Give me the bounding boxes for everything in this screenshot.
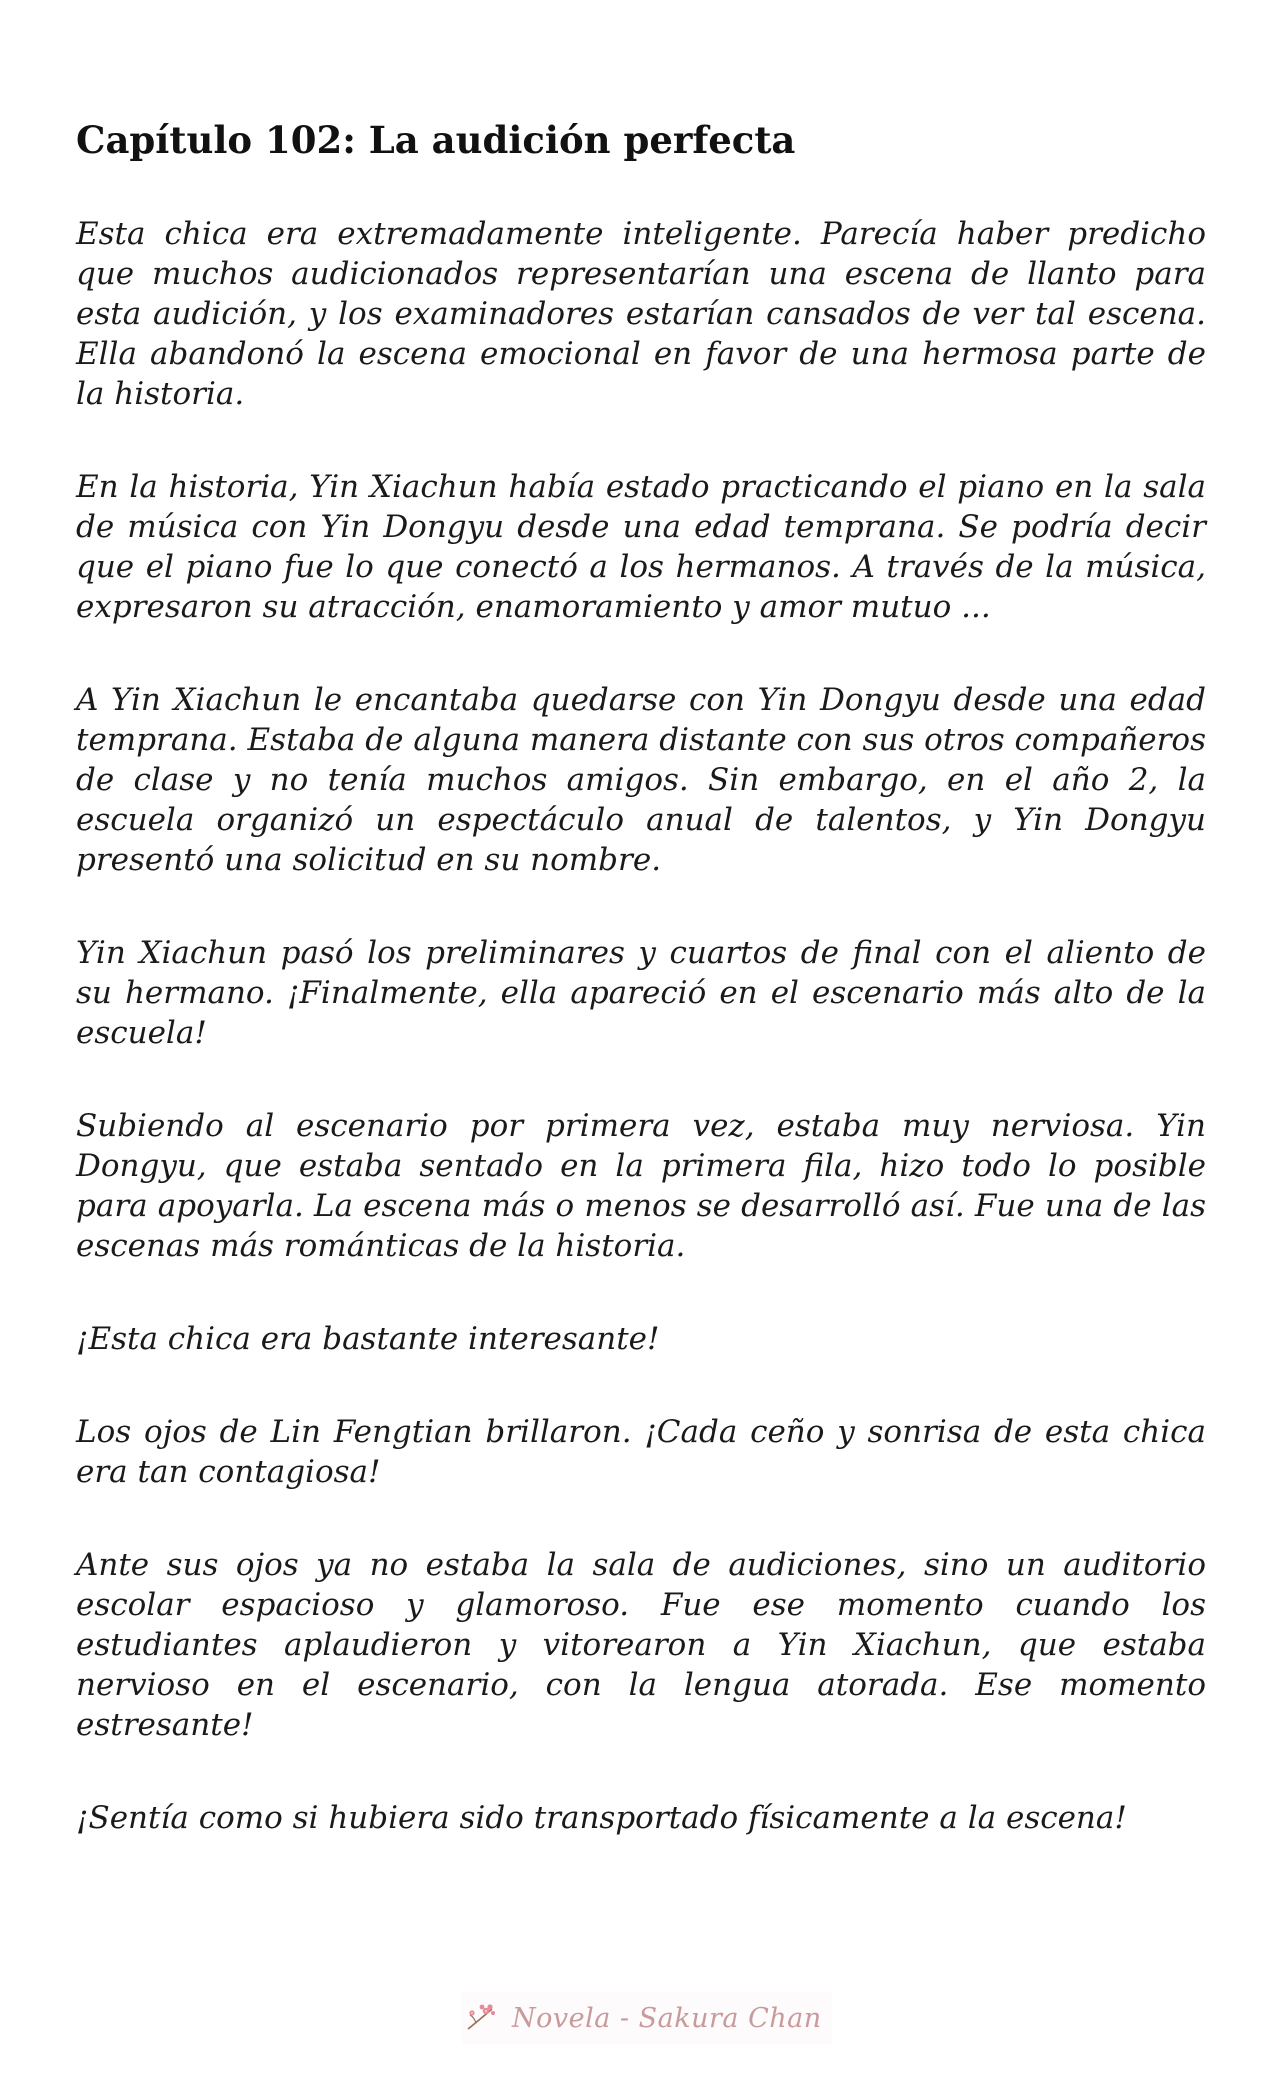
chapter-page <box>76 116 1206 1891</box>
paragraph: Ante sus ojos ya no estaba la sala de audiciones, sino un auditorio escolar espacioso y glamoroso. Fue ese momento cuando los estudiantes aplaudieron y vitorearon a Yin Xiachun, que estaba nervioso en el escenario, con la lengua atorada. Ese momento estresante! <box>76 1547 1206 1743</box>
chapter-title: Capítulo 102: La audición perfecta <box>76 118 796 162</box>
paragraph: Los ojos de Lin Fengtian brillaron. ¡Cada ceño y sonrisa de esta chica era tan contagiosa! <box>76 1414 1206 1490</box>
watermark-text: Novela - Sakura Chan <box>512 2002 822 2034</box>
paragraph: Subiendo al escenario por primera vez, estaba muy nerviosa. Yin Dongyu, que estaba sentado en la primera fila, hizo todo lo posible para apoyarla. La escena más o menos se desarrolló así. Fue una de las escenas más románticas de la historia. <box>76 1108 1206 1264</box>
watermark <box>462 1992 832 2044</box>
sakura-flower-icon <box>462 1999 500 2037</box>
paragraph: ¡Sentía como si hubiera sido transportado físicamente a la escena! <box>76 1800 1127 1836</box>
paragraph: Esta chica era extremadamente inteligente. Parecía haber predicho que muchos audicionados representarían una escena de llanto para esta audición, y los examinadores estarían cansados de ver tal escena. Ella abandonó la escena emocional en favor de una hermosa parte de la historia. <box>76 216 1206 412</box>
paragraph: A Yin Xiachun le encantaba quedarse con Yin Dongyu desde una edad temprana. Estaba de alguna manera distante con sus otros compañeros de clase y no tenía muchos amigos. Sin embargo, en el año 2, la escuela organizó un espectáculo anual de talentos, y Yin Dongyu presentó una solicitud en su nombre. <box>76 682 1206 878</box>
paragraph: En la historia, Yin Xiachun había estado practicando el piano en la sala de música con Yin Dongyu desde una edad temprana. Se podría decir que el piano fue lo que conectó a los hermanos. A través de la música, expresaron su atracción, enamoramiento y amor mutuo ... <box>76 469 1206 625</box>
paragraph: ¡Esta chica era bastante interesante! <box>76 1321 660 1357</box>
paragraph: Yin Xiachun pasó los preliminares y cuartos de final con el aliento de su hermano. ¡Finalmente, ella apareció en el escenario más alto de la escuela! <box>76 935 1206 1051</box>
